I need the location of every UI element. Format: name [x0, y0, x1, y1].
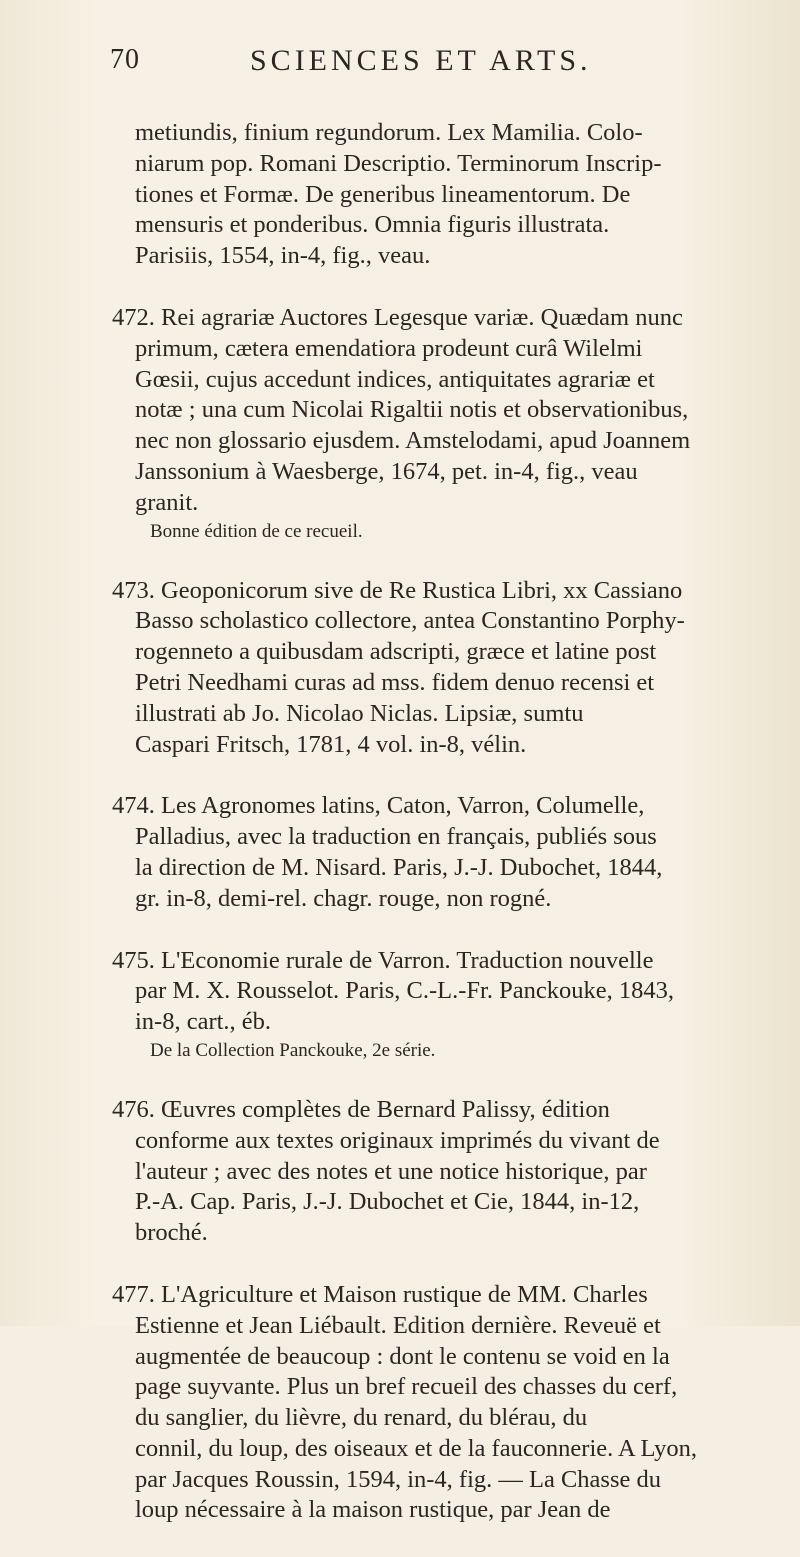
entry-line: 472. Rei agrariæ Auctores Legesque variæ. Quædam nunc — [112, 303, 683, 331]
entry-line: par Jacques Roussin, 1594, in-4, fig. — La Chasse du — [135, 1465, 661, 1493]
entry-line: P.-A. Cap. Paris, J.-J. Dubochet et Cie, 1844, in-12, — [135, 1188, 640, 1216]
catalog-text — [112, 118, 752, 1557]
entry-line: nec non glossario ejusdem. Amstelodami, apud Joannem — [135, 427, 691, 455]
entry-line: in-8, cart., éb. — [135, 1008, 272, 1036]
page-title: SCIENCES ET ARTS. — [250, 44, 592, 77]
catalog-entry-477 — [112, 1280, 752, 1526]
entry-note: Bonne édition de ce recueil. — [150, 520, 363, 542]
entry-line: broché. — [135, 1219, 208, 1247]
entry-line: augmentée de beaucoup : dont le contenu se void en la — [135, 1342, 670, 1370]
entry-line: primum, cætera emendatiora prodeunt curâ Wilelmi — [135, 334, 643, 362]
entry-line: Petri Needhami curas ad mss. fidem denuo recensi et — [135, 668, 655, 696]
entry-line: loup nécessaire à la maison rustique, par Jean de — [135, 1496, 611, 1524]
entry-line: 474. Les Agronomes latins, Caton, Varron, Columelle, — [112, 792, 645, 820]
catalog-entry-475 — [112, 946, 752, 1064]
entry-line: rogenneto a quibusdam adscripti, græce et latine post — [135, 638, 657, 666]
entry-line: illustrati ab Jo. Nicolao Niclas. Lipsiæ, sumtu — [135, 699, 584, 727]
entry-line: connil, du loup, des oiseaux et de la fauconnerie. A Lyon, — [135, 1434, 698, 1462]
catalog-entry-472 — [112, 303, 752, 545]
entry-line: 476. Œuvres complètes de Bernard Palissy, édition — [112, 1095, 610, 1123]
entry-line: la direction de M. Nisard. Paris, J.-J. Dubochet, 1844, — [135, 853, 663, 881]
entry-line: gr. in-8, demi-rel. chagr. rouge, non rogné. — [135, 884, 552, 912]
entry-line: metiundis, finium regundorum. Lex Mamilia. Colo- — [135, 119, 643, 146]
entry-line: Estienne et Jean Liébault. Edition dernière. Reveuë et — [135, 1311, 661, 1339]
catalog-entry-474 — [112, 791, 752, 914]
running-head — [110, 44, 750, 84]
entry-line: tiones et Formæ. De generibus lineamentorum. De — [135, 180, 631, 208]
entry-line: l'auteur ; avec des notes et une notice historique, par — [135, 1157, 647, 1185]
entry-line: granit. — [135, 488, 199, 516]
entry-line: Parisiis, 1554, in-4, fig., veau. — [135, 242, 431, 270]
entry-line: 473. Geoponicorum sive de Re Rustica Libri, xx Cassiano — [112, 576, 683, 604]
page-number: 70 — [110, 44, 140, 75]
catalog-entry-476 — [112, 1095, 752, 1249]
entry-line: conforme aux textes originaux imprimés du vivant de — [135, 1126, 660, 1154]
entry-line: Janssonium à Waesberge, 1674, pet. in-4, fig., veau — [135, 457, 638, 485]
entry-line: du sanglier, du lièvre, du renard, du blérau, du — [135, 1404, 588, 1432]
entry-line: par M. X. Rousselot. Paris, C.-L.-Fr. Panckouke, 1843, — [135, 977, 674, 1005]
entry-line: Caspari Fritsch, 1781, 4 vol. in-8, vélin. — [135, 730, 527, 758]
entry-line: 475. L'Economie rurale de Varron. Traduction nouvelle — [112, 946, 654, 974]
entry-line: notæ ; una cum Nicolai Rigaltii notis et observationibus, — [135, 396, 689, 424]
catalog-entry-continuation — [112, 118, 752, 272]
entry-line: 477. L'Agriculture et Maison rustique de MM. Charles — [112, 1280, 648, 1308]
entry-line: page suyvante. Plus un bref recueil des chasses du cerf, — [135, 1373, 678, 1401]
entry-line: mensuris et ponderibus. Omnia figuris illustrata. — [135, 211, 610, 239]
entry-note: De la Collection Panckouke, 2e série. — [150, 1039, 436, 1061]
entry-line: Basso scholastico collectore, antea Constantino Porphy- — [135, 607, 685, 635]
entry-line: Gœsii, cujus accedunt indices, antiquitates agrariæ et — [135, 365, 655, 393]
catalog-entry-473 — [112, 576, 752, 761]
entry-line: Palladius, avec la traduction en français, publiés sous — [135, 823, 657, 851]
entry-line: niarum pop. Romani Descriptio. Terminorum Inscrip- — [135, 149, 662, 177]
